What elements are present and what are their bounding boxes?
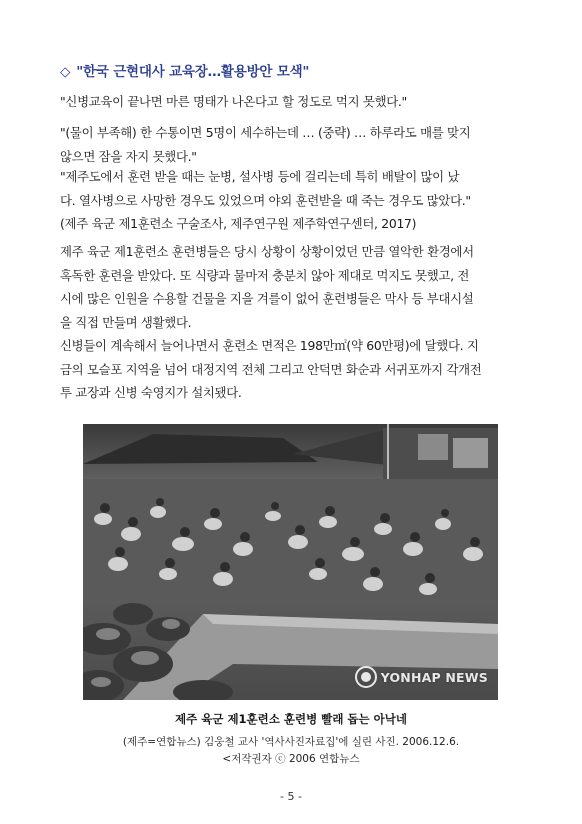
body-paragraph-2: [60, 334, 525, 405]
photo-illustration: [83, 424, 498, 700]
section-heading-text: "한국 근현대사 교육장…활용방안 모색": [76, 64, 310, 80]
historical-photo: [83, 424, 498, 700]
paragraph-line: 시에 많은 인원을 수용할 건물을 지을 겨를이 없어 훈련병들은 막사 등 부대시설: [60, 291, 474, 306]
paragraph-line: 제주 육군 제1훈련소 훈련병들은 당시 상황이 상황이었던 만큼 열악한 환경에서: [60, 244, 474, 259]
paragraph-line: 을 직접 만들며 생활했다.: [60, 314, 192, 330]
section-heading: [60, 60, 309, 80]
page-number: - 5 -: [280, 790, 302, 803]
quote-line: 않으면 잠을 자지 못했다.": [60, 148, 197, 164]
paragraph-line: 금의 모슬포 지역을 넘어 대정지역 전체 그리고 안덕면 화순과 서귀포까지 각개전: [60, 361, 482, 377]
paragraph-line: 투 교장과 신병 숙영지가 설치됐다.: [60, 385, 242, 400]
quote-line: "(물이 부족해) 한 수통이면 5명이 세수하는데 … (중략) … 하루라도 매를 맞지: [60, 125, 471, 140]
quote-line: "신병교육이 끝나면 마른 명태가 나온다고 할 정도로 먹지 못했다.": [60, 94, 407, 109]
quote-1: [60, 90, 525, 114]
quote-line: "제주도에서 훈련 받을 때는 눈병, 설사병 등에 걸리는데 특히 배탈이 많이 났: [60, 169, 460, 184]
paragraph-line: 신병들이 계속해서 늘어나면서 훈련소 면적은 198만㎡(약 60만평)에 달했다. 지: [60, 338, 479, 353]
photo-caption-copyright: <저작권자 ⓒ 2006 연합뉴스: [222, 753, 360, 765]
paragraph-line: 혹독한 훈련을 받았다. 또 식량과 물마저 충분치 않아 제대로 먹지도 못했고, 전: [60, 267, 470, 283]
yonhap-logo-icon: [355, 666, 377, 688]
quote-line: 다. 열사병으로 사망한 경우도 있었으며 야외 훈련받을 때 죽는 경우도 많았다.": [60, 192, 471, 208]
photo-caption-title: 제주 육군 제1훈련소 훈련병 빨래 돕는 아낙네: [175, 712, 407, 726]
quote-citation: (제주 육군 제1훈련소 구술조사, 제주연구원 제주학연구센터, 2017): [60, 216, 417, 231]
diamond-marker-icon: ◇: [60, 64, 71, 80]
watermark-text: YONHAP NEWS: [380, 669, 488, 685]
photo-caption-source: (제주=연합뉴스) 김웅철 교사 '역사사진자료집'에 실린 사진. 2006.12.6.: [122, 736, 460, 748]
body-paragraph-1: [60, 240, 525, 334]
quote-2: [60, 121, 525, 168]
quote-3: [60, 165, 525, 236]
yonhap-watermark: [355, 666, 488, 688]
